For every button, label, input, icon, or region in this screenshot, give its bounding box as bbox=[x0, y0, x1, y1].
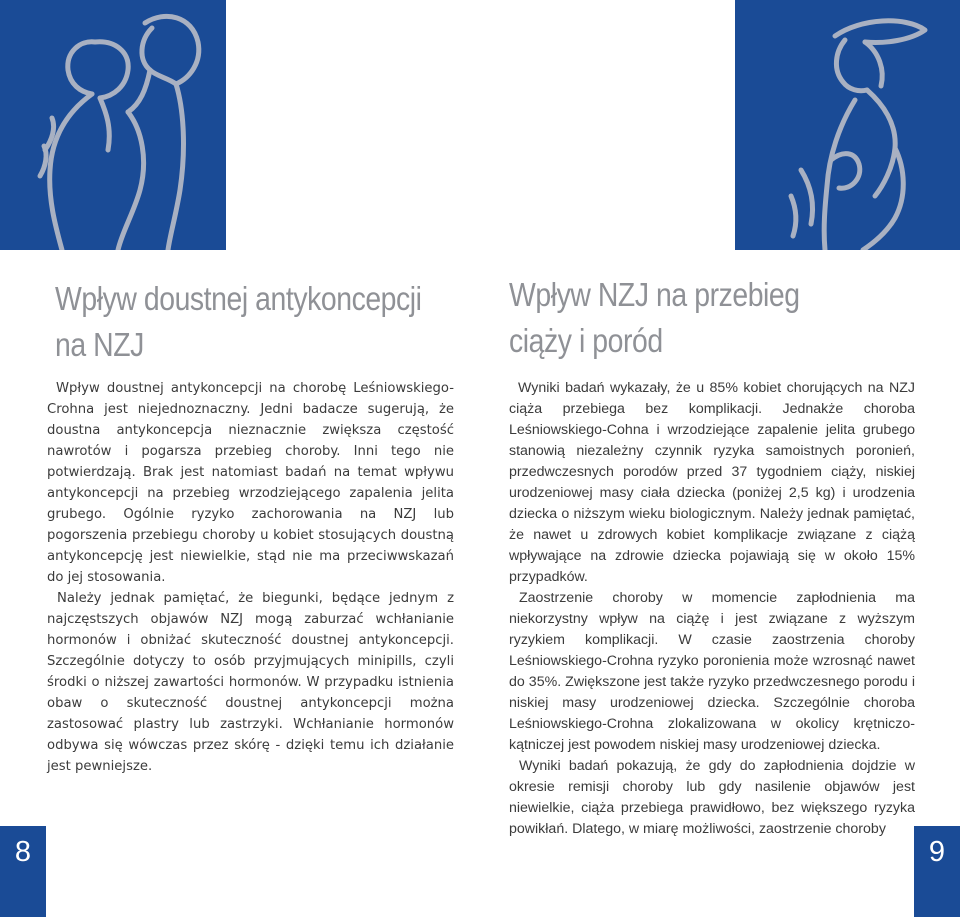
section-heading-pregnancy bbox=[509, 272, 800, 364]
heading-line: Wpływ NZJ na przebieg bbox=[509, 276, 800, 313]
couple-line-art-icon bbox=[0, 0, 226, 250]
couple-illustration bbox=[0, 0, 226, 250]
paragraph: Należy jednak pamiętać, że biegunki, będące jednym z najczęstszych objawów NZJ mogą zaburzać wchłanianie hormonów i obniżać skuteczność doustnej antykoncepcji. Szczególnie dotyczy to osób przyjmujących minipills, czyli środki o niższej zawartości hormonów. W przypadku istnienia obaw o skuteczność doustnej antykoncepcji można zastosować plastry lub zastrzyki. Wchłanianie hormonów odbywa się wówczas przez skórę - dzięki temu ich działanie jest pewniejsze. bbox=[47, 591, 454, 774]
pregnant-woman-illustration bbox=[735, 0, 960, 250]
paragraph: Wpływ doustnej antykoncepcji na chorobę Leśniowskiego-Crohna jest niejednoznaczny. Jedni badacze sugerują, że doustna antykoncepcja nieznacznie zwiększa częstość nawrotów i pogarsza przebieg choroby. Inni tego nie potwierdzają. Brak jest natomiast badań na temat wpływu antykoncepcji na przebieg wrzodziejącego zapalenia jelita grubego. Ogólnie ryzyko zachorowania na NZJ lub pogorszenia przebiegu choroby u kobiet stosujących doustną antykoncepcję jest niewielkie, stąd nie ma przeciwwskazań do jej stosowania. bbox=[47, 381, 454, 585]
right-body-text bbox=[509, 378, 915, 840]
heading-line: Wpływ doustnej antykoncepcji bbox=[55, 280, 422, 317]
section-heading-oral-contraception bbox=[55, 276, 422, 368]
left-body-text bbox=[47, 378, 454, 777]
paragraph: Wyniki badań pokazują, że gdy do zapłodnienia dojdzie w okresie remisji choroby lub gdy nasilenie objawów jest niewielkie, ciąża przebiega prawidłowo, bez większego ryzyka powikłań. Dlatego, w miarę możliwości, zaostrzenie choroby bbox=[509, 758, 915, 837]
page-number-right: 9 bbox=[914, 826, 960, 917]
paragraph: Wyniki badań wykazały, że u 85% kobiet chorujących na NZJ ciąża przebiega bez komplikacji. Jednakże choroba Leśniowskiego-Cohna i wrzodziejące zapalenie jelita grubego stanowią niezależny czynnik ryzyka samoistnych poronień, przedwczesnych porodów przed 37 tygodniem ciąży, niskiej urodzeniowej masy ciała dziecka (poniżej 2,5 kg) i urodzenia dziecka o niższym wieku biologicznym. Należy jednak pamiętać, że nawet u zdrowych kobiet komplikacje związane z ciążą wpływające na zdrowie dziecka pojawiają się w około 15% przypadków. bbox=[509, 380, 915, 585]
heading-line: ciąży i poród bbox=[509, 322, 663, 359]
paragraph: Zaostrzenie choroby w momencie zapłodnienia ma niekorzystny wpływ na ciążę i jest związane z wyższym ryzykiem komplikacji. W czasie zaostrzenia choroby Leśniowskiego-Crohna ryzyko poronienia może wzrosnąć nawet do 35%. Zwiększone jest także ryzyko przedwczesnego porodu i niskiej masy urodzeniowej dziecka. Szczególnie choroba Leśniowskiego-Crohna zlokalizowana w okolicy krętniczo-kątniczej jest powodem niskiej masy urodzeniowej dziecka. bbox=[509, 590, 915, 753]
heading-line: na NZJ bbox=[55, 326, 144, 363]
page-number-left: 8 bbox=[0, 826, 46, 917]
pregnant-line-art-icon bbox=[735, 0, 960, 250]
